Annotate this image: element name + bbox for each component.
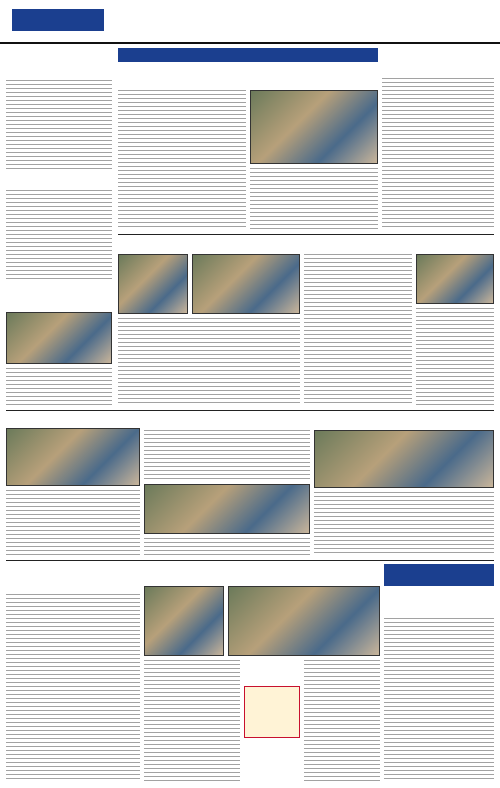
photo	[144, 484, 310, 534]
body-text	[6, 490, 140, 556]
body-text	[118, 90, 246, 230]
body-text	[6, 80, 112, 172]
photo	[118, 254, 188, 314]
body-text	[118, 318, 300, 406]
masthead	[0, 0, 500, 44]
body-text	[144, 660, 240, 782]
anniversary-logo	[380, 2, 410, 36]
photo	[6, 428, 140, 486]
body-text	[304, 660, 380, 782]
section-label	[12, 9, 104, 31]
subhead-box	[244, 742, 300, 782]
body-text	[144, 430, 310, 480]
photo	[416, 254, 494, 304]
photo	[192, 254, 300, 314]
photo	[144, 586, 224, 656]
body-text	[6, 190, 112, 280]
photo	[250, 90, 378, 164]
body-text	[314, 492, 494, 556]
rule	[6, 410, 494, 411]
headline	[384, 590, 494, 614]
kicker-bar	[384, 564, 494, 586]
headline	[6, 48, 112, 76]
headline	[6, 284, 112, 310]
kicker-bar	[118, 48, 378, 62]
headline	[382, 48, 494, 74]
rule	[6, 560, 494, 561]
photo	[314, 430, 494, 488]
body-text	[250, 168, 378, 230]
body-text	[384, 618, 494, 782]
body-text	[382, 78, 494, 230]
rule	[118, 234, 494, 235]
highlight-box	[244, 686, 300, 738]
body-text	[416, 308, 494, 406]
photo	[228, 586, 380, 656]
body-text	[304, 254, 412, 406]
body-text	[144, 538, 310, 556]
body-text	[6, 368, 112, 406]
paper-logo	[412, 10, 492, 28]
photo	[6, 312, 112, 364]
headline-main	[118, 64, 378, 86]
headline	[6, 564, 140, 590]
body-text	[6, 594, 140, 782]
